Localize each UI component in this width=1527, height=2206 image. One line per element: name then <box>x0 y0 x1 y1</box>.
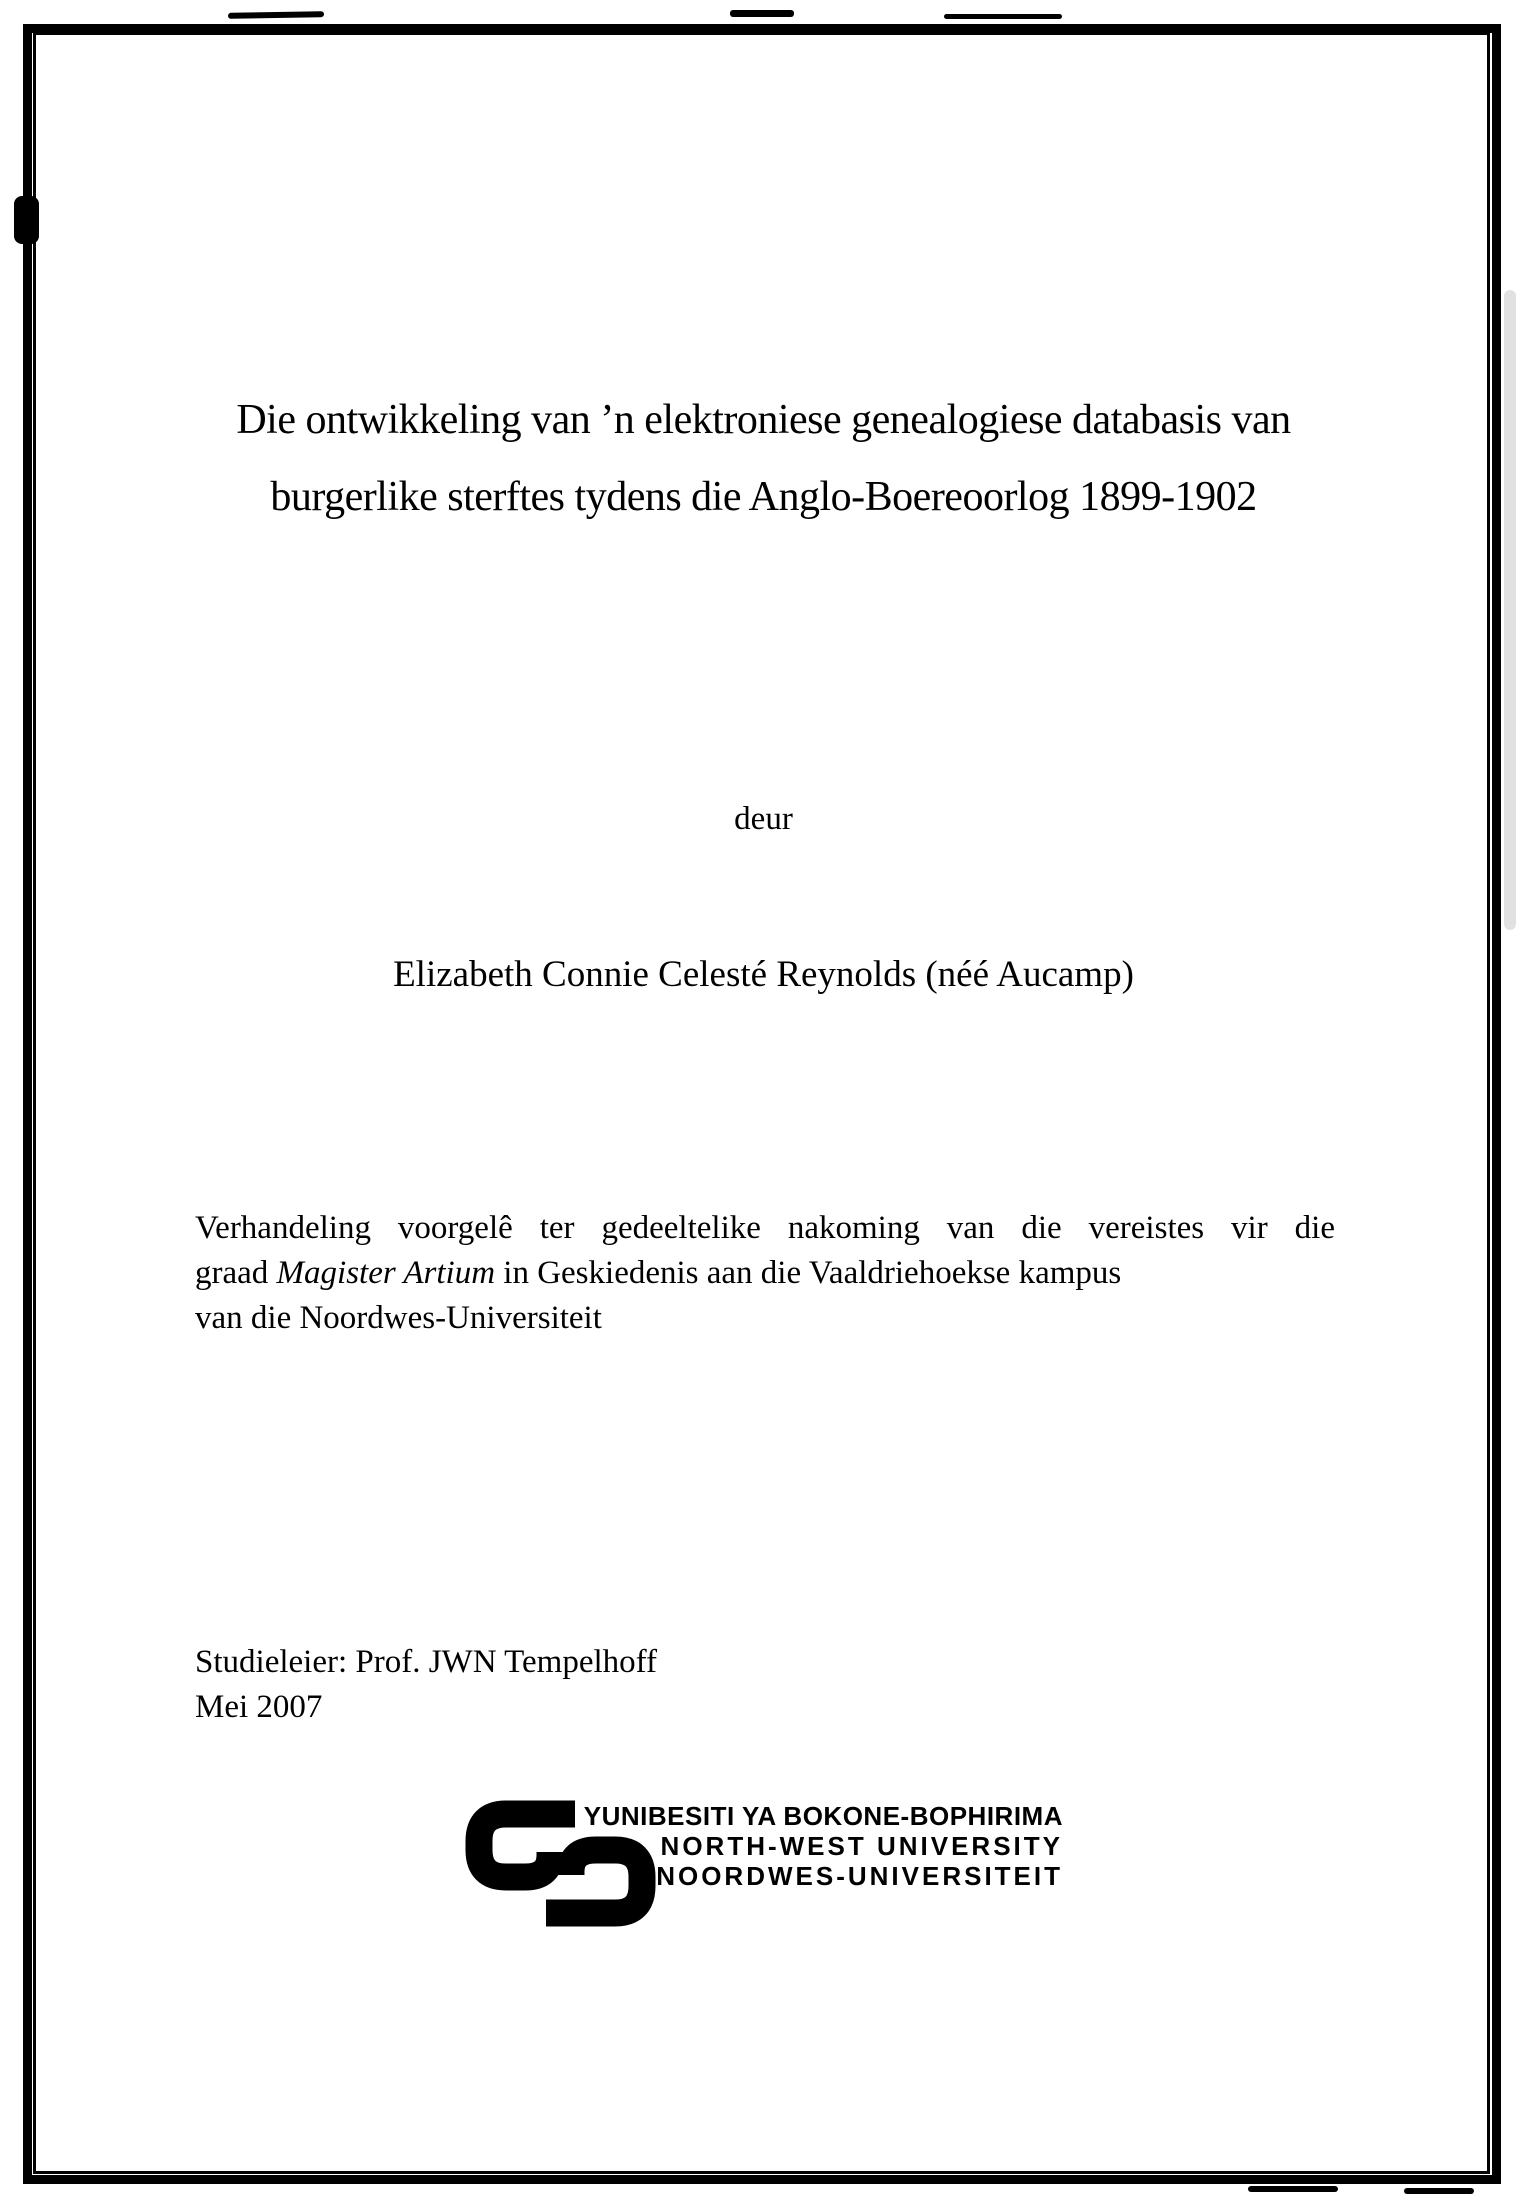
logo-text-english: NORTH-WEST UNIVERSITY <box>660 1831 1063 1861</box>
date-line: Mei 2007 <box>195 1689 323 1725</box>
degree-statement-line-2 <box>195 1251 1335 1296</box>
scan-artifact <box>1248 2186 1338 2192</box>
degree-statement-line-1: Verhandeling voorgelê ter gedeeltelike nakoming van die vereistes vir die <box>195 1210 1335 1246</box>
degree-statement <box>195 1206 1335 1341</box>
byline-deur: deur <box>734 801 793 837</box>
scan-artifact <box>944 14 1062 19</box>
thesis-title-line-1: Die ontwikkeling van ’n elektroniese genealogiese databasis van <box>236 397 1291 443</box>
degree-statement-line-3: van die Noordwes-Universiteit <box>195 1300 602 1336</box>
scan-artifact <box>228 11 324 19</box>
statement-line2-prefix: graad <box>195 1255 277 1291</box>
thesis-title-line-2: burgerlike sterftes tydens die Anglo-Boereoorlog 1899-1902 <box>270 474 1257 520</box>
author-name: Elizabeth Connie Celesté Reynolds (néé Aucamp) <box>393 954 1134 995</box>
supervisor-line: Studieleier: Prof. JWN Tempelhoff <box>195 1644 658 1680</box>
logo-text-afrikaans: NOORDWES-UNIVERSITEIT <box>656 1861 1063 1891</box>
logo-text-setswana: YUNIBESITI YA BOKONE-BOPHIRIMA <box>583 1801 1063 1831</box>
supervisor-block <box>195 1640 657 1730</box>
degree-name-italic: Magister Artium <box>276 1255 496 1291</box>
statement-line2-suffix: in Geskiedenis aan die Vaaldriehoekse kampus <box>495 1255 1122 1291</box>
thesis-title <box>110 382 1417 536</box>
scan-artifact <box>1404 2188 1474 2194</box>
university-logo-text <box>584 1801 1063 1891</box>
scan-artifact <box>730 10 794 17</box>
scan-artifact <box>14 196 39 244</box>
